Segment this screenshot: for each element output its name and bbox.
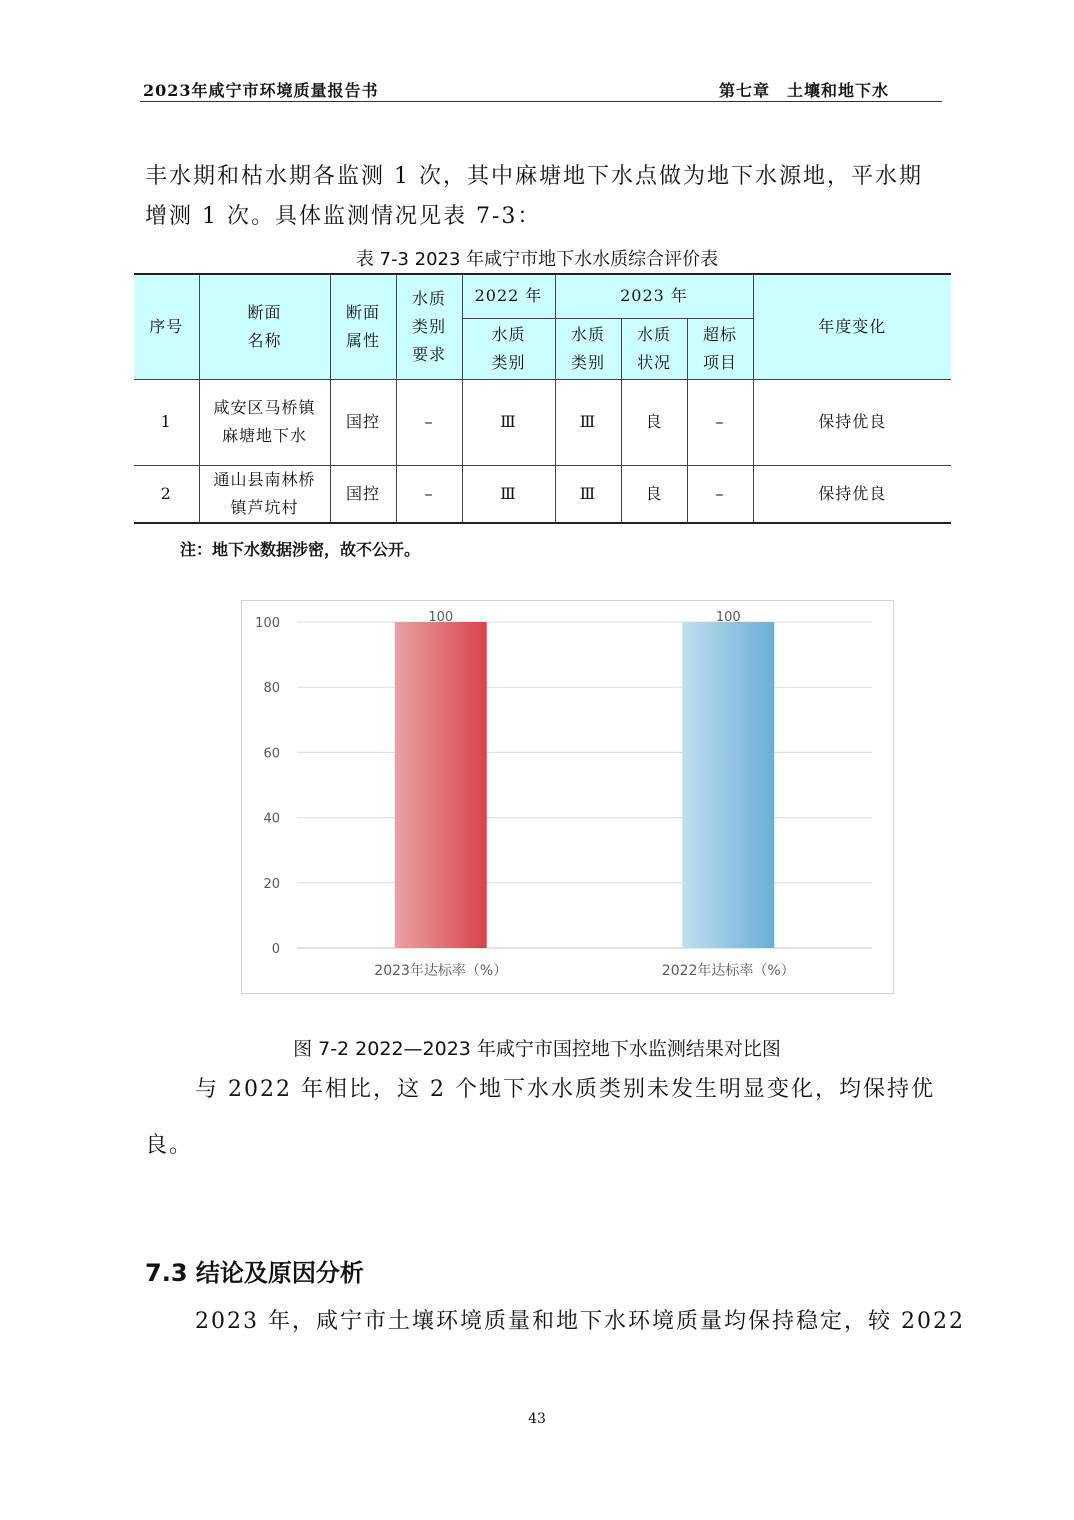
header-title: 2023年咸宁市环境质量报告书 xyxy=(143,81,379,100)
table-row xyxy=(134,379,951,465)
x-category-label: 2023年达标率（%） xyxy=(374,963,508,979)
x-category-label: 2022年达标率（%） xyxy=(661,963,795,979)
table-caption: 表 7-3 2023 年咸宁市地下水水质综合评价表 xyxy=(355,249,719,270)
cell-class-2023: Ⅲ xyxy=(555,379,621,465)
section-para-line-1: 2023 年，咸宁市土壤环境质量和地下水环境质量均保持稳定，较 2022 xyxy=(195,1309,965,1334)
figure-caption: 图 7-2 2022—2023 年咸宁市国控地下水监测结果对比图 xyxy=(293,1038,781,1060)
cell-change: 保持优良 xyxy=(753,465,951,523)
header-divider xyxy=(140,101,942,102)
header-class-2023: 水质 类别 xyxy=(555,318,621,379)
cell-req: – xyxy=(396,379,462,465)
cell-change: 保持优良 xyxy=(753,379,951,465)
cell-status: 良 xyxy=(621,465,687,523)
table-note: 注：地下水数据涉密，故不公开。 xyxy=(180,540,421,559)
header-seq: 序号 xyxy=(134,274,199,379)
conclusion-line-2: 良。 xyxy=(145,1133,194,1158)
data-label: 100 xyxy=(428,610,454,625)
cell-attr: 国控 xyxy=(330,379,396,465)
bar-1 xyxy=(395,622,487,948)
intro-line-1: 丰水期和枯水期各监测 1 次，其中麻塘地下水点做为地下水源地，平水期 xyxy=(145,164,923,189)
y-tick-label: 40 xyxy=(263,811,280,827)
y-tick-label: 100 xyxy=(255,616,280,631)
cell-name: 通山县南林桥镇芦坑村 xyxy=(199,465,330,523)
header-requirement: 水质 类别 要求 xyxy=(396,274,462,379)
cell-seq: 1 xyxy=(134,379,199,465)
cell-name: 咸安区马桥镇麻塘地下水 xyxy=(199,379,330,465)
header-status-2023: 水质 状况 xyxy=(621,318,687,379)
cell-attr: 国控 xyxy=(330,465,396,523)
water-quality-table xyxy=(134,273,951,524)
conclusion-line-1: 与 2022 年相比，这 2 个地下水水质类别未发生明显变化，均保持优 xyxy=(195,1077,935,1102)
header-exceed: 超标 项目 xyxy=(687,318,753,379)
y-tick-label: 80 xyxy=(263,681,280,697)
header-2022: 2022 年 xyxy=(462,274,555,318)
section-title: 7.3 结论及原因分析 xyxy=(145,1259,364,1287)
data-label: 100 xyxy=(715,610,741,625)
header-class-2022: 水质 类别 xyxy=(462,318,555,379)
y-tick-label: 60 xyxy=(263,746,280,762)
cell-class-2022: Ⅲ xyxy=(462,465,555,523)
header-attr: 断面 属性 xyxy=(330,274,396,379)
bar-chart xyxy=(242,601,893,993)
cell-class-2022: Ⅲ xyxy=(462,379,555,465)
table-row xyxy=(134,465,951,523)
intro-line-2: 增测 1 次。具体监测情况见表 7-3： xyxy=(145,204,542,229)
cell-seq: 2 xyxy=(134,465,199,523)
cell-exceed: – xyxy=(687,465,753,523)
header-2023: 2023 年 xyxy=(555,274,753,318)
page-number: 43 xyxy=(528,1411,546,1427)
header-chapter: 第七章 土壤和地下水 xyxy=(718,81,889,100)
bar-2 xyxy=(682,622,774,948)
y-tick-label: 0 xyxy=(271,942,280,957)
header-name: 断面 名称 xyxy=(199,274,330,379)
cell-exceed: – xyxy=(687,379,753,465)
cell-class-2023: Ⅲ xyxy=(555,465,621,523)
chart-frame xyxy=(241,600,894,994)
header-change: 年度变化 xyxy=(753,274,951,379)
cell-status: 良 xyxy=(621,379,687,465)
cell-req: – xyxy=(396,465,462,523)
y-tick-label: 20 xyxy=(263,876,280,892)
